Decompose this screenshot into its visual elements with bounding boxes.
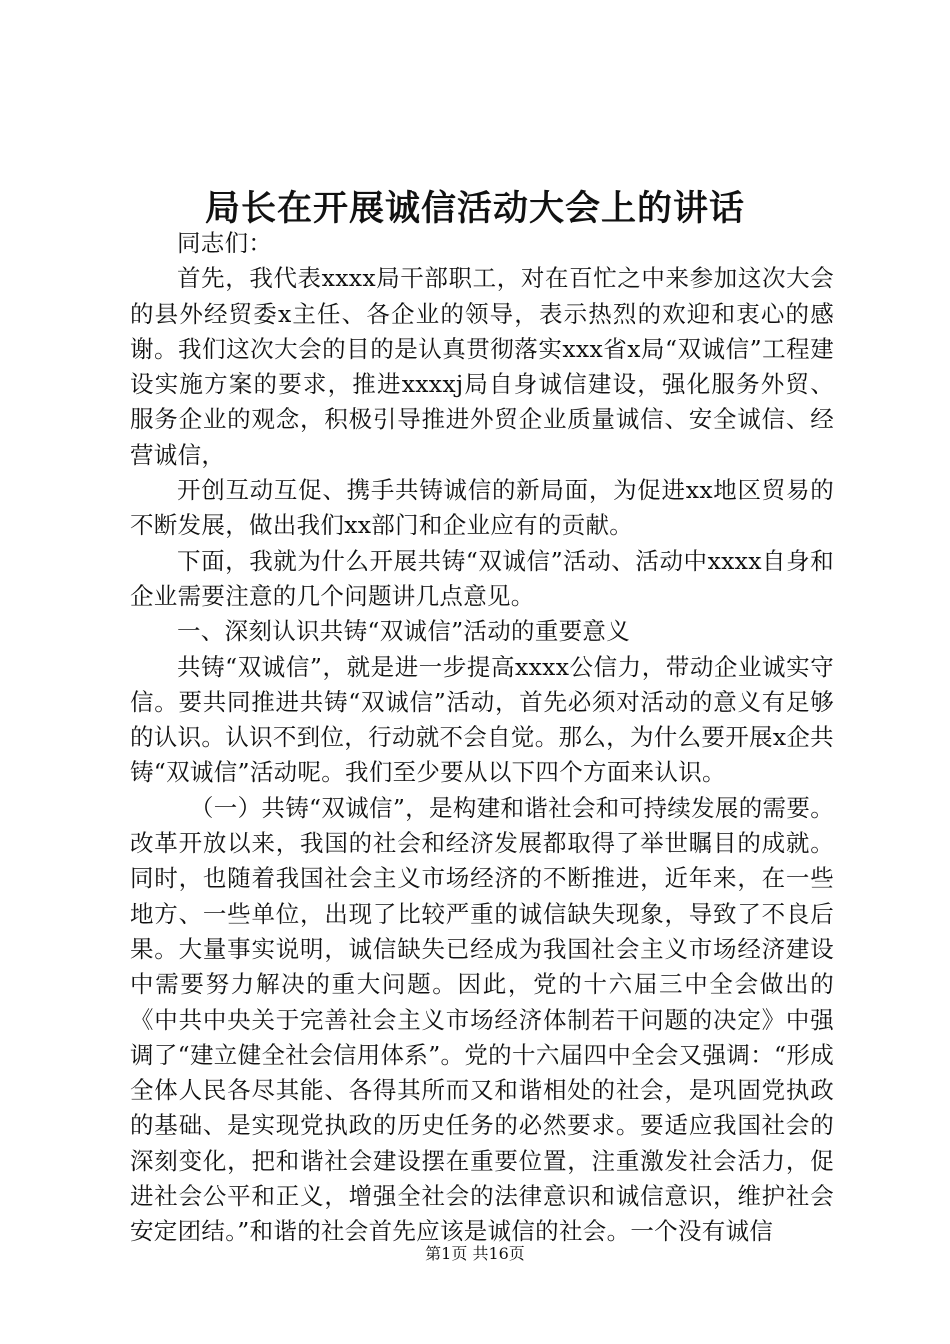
paragraph-subsection-1: （一）共铸“双诚信”，是构建和谐社会和可持续发展的需要。改革开放以来，我国的社会和经济发展都取得了举世瞩目的成就。同时，也随着我国社会主义市场经济的不断推进，近年来，在一些地方、一些单位，出现了比较严重的诚信缺失现象，导致了不良后果。大量事实说明，诚信缺失已经成为我国社会主义市场经济建设中需要努力解决的重大问题。因此，党的十六届三中全会做出的《中共中央关于完善社会主义市场经济体制若干问题的决定》中强调了“建立健全社会信用体系”。党的十六届四中全会又强调：“形成全体人民各尽其能、各得其所而又和谐相处的社会，是巩固党执政的基础、是实现党执政的历史任务的必然要求。要适应我国社会的深刻变化，把和谐社会建设摆在重要位置，注重激发社会活力，促进社会公平和正义，增强全社会的法律意识和诚信意识，维护社会安定团结。”和谐的社会首先应该是诚信的社会。一个没有诚信: [130, 793, 834, 1246]
section-heading-1: 一、深刻认识共铸“双诚信”活动的重要意义: [177, 617, 631, 646]
paragraph-opening: 首先，我代表xxxx局干部职工，对在百忙之中来参加这次大会的县外经贸委x主任、各企业的领导，表示热烈的欢迎和衷心的感谢。我们这次大会的目的是认真贯彻落实xxx省x局“双诚信”工程建设实施方案的要求，推进xxxxj局自身诚信建设，强化服务外贸、服务企业的观念，积极引导推进外贸企业质量诚信、安全诚信、经营诚信，: [130, 264, 834, 469]
paragraph-salutation: 同志们：: [177, 229, 273, 257]
document-title: 局长在开展诚信活动大会上的讲话: [204, 188, 745, 229]
paragraph-outline: 下面，我就为什么开展共铸“双诚信”活动、活动中xxxx自身和企业需要注意的几个问题讲几点意见。: [130, 546, 834, 610]
page-footer: 第1页 共16页: [425, 1244, 525, 1263]
paragraph-significance: 共铸“双诚信”，就是进一步提高xxxx公信力，带动企业诚实守信。要共同推进共铸“双诚信”活动，首先必须对活动的意义有足够的认识。认识不到位，行动就不会自觉。那么，为什么要开展x企共铸“双诚信”活动呢。我们至少要从以下四个方面来认识。: [130, 652, 834, 787]
document-body: [130, 226, 834, 1250]
paragraph-new-situation: 开创互动互促、携手共铸诚信的新局面，为促进xx地区贸易的不断发展，做出我们xx部门和企业应有的贡献。: [130, 476, 834, 540]
